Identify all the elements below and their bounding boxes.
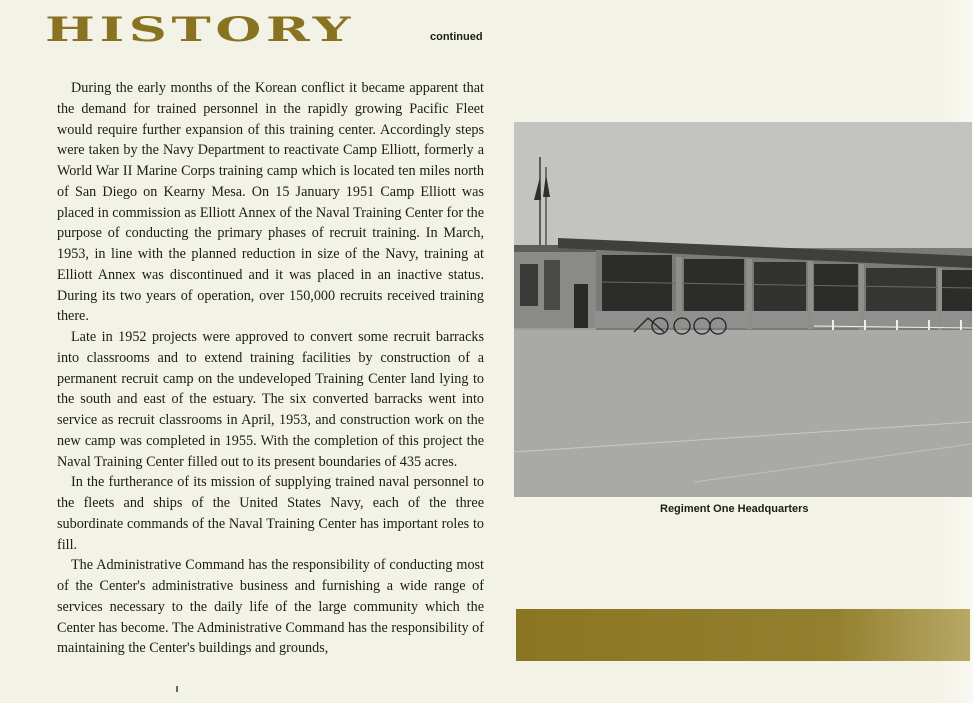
headquarters-photo bbox=[514, 122, 972, 497]
continued-label: continued bbox=[430, 31, 483, 43]
gold-color-band bbox=[516, 609, 970, 661]
paragraph-recruit-camp: Late in 1952 projects were approved to convert some recruit barracks into classrooms and to extend training facilities by construction of a permanent recruit camp on the undeveloped Training Center land lying to the south and east of the estuary. The six converted barracks went into service as recruit classrooms in April, 1953, and construction work on the new camp was completed in 1955. With the completion of this project the Naval Training Center filled out to its present boundaries of 435 acres. bbox=[57, 329, 484, 470]
paragraph-korean-conflict: During the early months of the Korean conflict it became apparent that the demand for trained personnel in the rapidly growing Pacific Fleet would require further expansion of this training center. Accordingly steps were taken by the Navy Department to reactivate Camp Elliott, formerly a World War II Marine Corps training camp which is located ten miles north of San Diego on Kearny Mesa. On 15 January 1951 Camp Elliott was placed in commission as Elliott Annex of the Naval Training Center for the purpose of conducting the primary phases of recruit training. In March, 1953, in line with the planned reduction in size of the Navy, training at Elliott Annex was discontinued and it was placed in an inactive status. During its two years of operation, over 150,000 recruits received training there. bbox=[57, 80, 484, 325]
paragraph-mission: In the furtherance of its mission of supplying trained naval personnel to the fleets and ships of the United States Navy, each of the three subordinate commands of the Naval Training Center has important roles to fill. bbox=[57, 474, 484, 553]
print-mark bbox=[176, 686, 178, 692]
photo-caption: Regiment One Headquarters bbox=[660, 503, 809, 515]
article-body bbox=[57, 78, 484, 659]
page-heading: HISTORY bbox=[45, 10, 355, 50]
paragraph-administrative-command: The Administrative Command has the responsibility of conducting most of the Center's administrative business and furnishing a wide range of services necessary to the daily life of the large community which the Center has become. The Administrative Command has the responsibility of maintaining the Center's buildings and grounds, bbox=[57, 557, 484, 657]
